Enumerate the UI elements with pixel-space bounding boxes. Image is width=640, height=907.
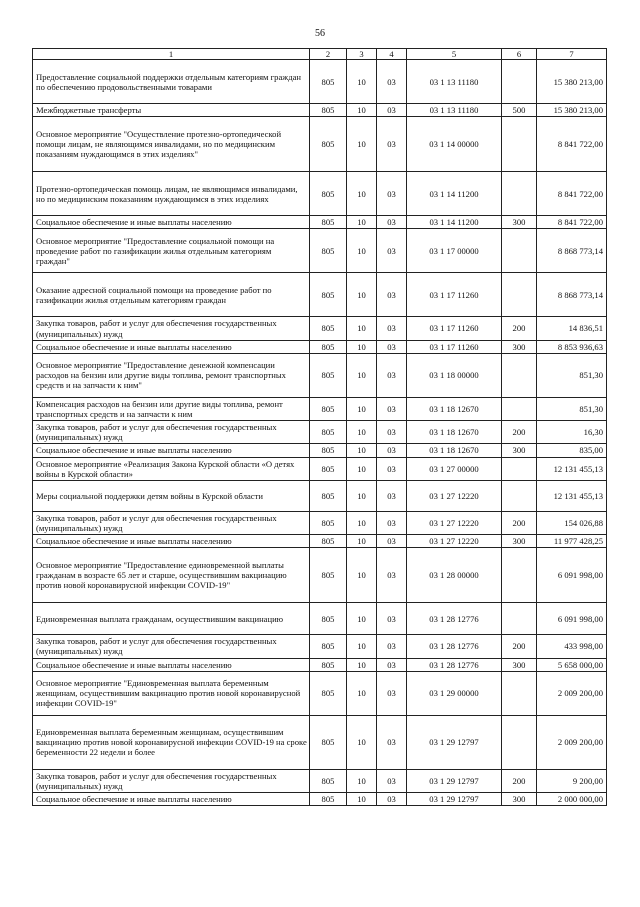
row-name: Закупка товаров, работ и услуг для обеспечения государственных (муниципальных) нужд (33, 635, 310, 658)
cell-2: 805 (310, 117, 347, 172)
row-name: Единовременная выплата беременным женщинам, осуществившим вакцинацию против новой коронавирусной инфекции COVID-19 на сроке беременности 22 недели и более (33, 715, 310, 769)
target-code: 03 1 14 11200 (407, 172, 502, 216)
cell-3: 10 (347, 60, 377, 104)
cell-3: 10 (347, 480, 377, 511)
expense-type: 200 (502, 511, 537, 534)
expense-type (502, 671, 537, 715)
table-row (33, 229, 607, 273)
column-header: 3 (347, 49, 377, 60)
table-row (33, 60, 607, 104)
cell-3: 10 (347, 117, 377, 172)
amount: 16,30 (537, 421, 607, 444)
cell-2: 805 (310, 635, 347, 658)
target-code: 03 1 13 11180 (407, 104, 502, 117)
target-code: 03 1 28 12776 (407, 635, 502, 658)
amount: 8 841 722,00 (537, 172, 607, 216)
cell-2: 805 (310, 671, 347, 715)
table-row (33, 769, 607, 792)
column-header: 4 (377, 49, 407, 60)
amount: 433 998,00 (537, 635, 607, 658)
row-name: Компенсация расходов на бензин или другие виды топлива, ремонт транспортных средств и на запчасти к ним (33, 397, 310, 420)
row-name: Основное мероприятие "Предоставление единовременной выплаты гражданам в возрасте 65 лет и старше, осуществившим вакцинацию против новой коронавирусной инфекции COVID-19" (33, 548, 310, 603)
table-row (33, 340, 607, 353)
amount: 14 836,51 (537, 317, 607, 340)
expense-type: 300 (502, 444, 537, 457)
cell-2: 805 (310, 511, 347, 534)
amount: 8 868 773,14 (537, 229, 607, 273)
cell-4: 03 (377, 769, 407, 792)
column-header: 6 (502, 49, 537, 60)
amount: 12 131 455,13 (537, 457, 607, 480)
column-header: 7 (537, 49, 607, 60)
table-row (33, 792, 607, 805)
cell-4: 03 (377, 397, 407, 420)
expense-type: 300 (502, 658, 537, 671)
cell-2: 805 (310, 273, 347, 317)
target-code: 03 1 17 11260 (407, 317, 502, 340)
target-code: 03 1 18 12670 (407, 397, 502, 420)
target-code: 03 1 14 00000 (407, 117, 502, 172)
amount: 2 000 000,00 (537, 792, 607, 805)
expense-type (502, 603, 537, 635)
table-row (33, 548, 607, 603)
cell-4: 03 (377, 117, 407, 172)
cell-3: 10 (347, 603, 377, 635)
target-code: 03 1 17 00000 (407, 229, 502, 273)
cell-4: 03 (377, 511, 407, 534)
table-row (33, 117, 607, 172)
expense-type (502, 457, 537, 480)
table-row (33, 635, 607, 658)
expense-type: 200 (502, 317, 537, 340)
cell-2: 805 (310, 60, 347, 104)
cell-2: 805 (310, 340, 347, 353)
row-name: Социальное обеспечение и иные выплаты населению (33, 340, 310, 353)
table-row (33, 421, 607, 444)
target-code: 03 1 18 12670 (407, 444, 502, 457)
cell-4: 03 (377, 229, 407, 273)
row-name: Основное мероприятие "Предоставление денежной компенсации расходов на бензин или другие виды топлива, ремонт транспортных средств и на запчасти к ним" (33, 353, 310, 397)
expense-type (502, 229, 537, 273)
table-row (33, 397, 607, 420)
table-row (33, 511, 607, 534)
table-row (33, 104, 607, 117)
target-code: 03 1 17 11260 (407, 273, 502, 317)
cell-4: 03 (377, 172, 407, 216)
cell-3: 10 (347, 229, 377, 273)
target-code: 03 1 27 12220 (407, 480, 502, 511)
cell-2: 805 (310, 535, 347, 548)
cell-3: 10 (347, 548, 377, 603)
target-code: 03 1 29 12797 (407, 769, 502, 792)
table-row (33, 172, 607, 216)
row-name: Закупка товаров, работ и услуг для обеспечения государственных (муниципальных) нужд (33, 317, 310, 340)
cell-4: 03 (377, 603, 407, 635)
expense-type: 300 (502, 792, 537, 805)
row-name: Социальное обеспечение и иные выплаты населению (33, 444, 310, 457)
table-row (33, 658, 607, 671)
cell-4: 03 (377, 353, 407, 397)
cell-2: 805 (310, 658, 347, 671)
amount: 12 131 455,13 (537, 480, 607, 511)
target-code: 03 1 18 12670 (407, 421, 502, 444)
cell-4: 03 (377, 715, 407, 769)
amount: 8 841 722,00 (537, 216, 607, 229)
expense-type: 300 (502, 535, 537, 548)
cell-3: 10 (347, 421, 377, 444)
amount: 6 091 998,00 (537, 548, 607, 603)
amount: 15 380 213,00 (537, 60, 607, 104)
cell-3: 10 (347, 216, 377, 229)
budget-table (32, 48, 607, 806)
cell-2: 805 (310, 792, 347, 805)
cell-2: 805 (310, 548, 347, 603)
cell-2: 805 (310, 444, 347, 457)
cell-2: 805 (310, 216, 347, 229)
table-row (33, 216, 607, 229)
cell-2: 805 (310, 353, 347, 397)
amount: 9 200,00 (537, 769, 607, 792)
row-name: Основное мероприятие "Единовременная выплата беременным женщинам, осуществившим вакцинацию против новой коронавирусной инфекции COVID-19" (33, 671, 310, 715)
expense-type: 200 (502, 421, 537, 444)
cell-3: 10 (347, 792, 377, 805)
cell-3: 10 (347, 317, 377, 340)
expense-type (502, 715, 537, 769)
table-row (33, 671, 607, 715)
row-name: Основное мероприятие "Осуществление протезно-ортопедической помощи лицам, не являющимся инвалидами, но по медицинским показаниям нуждающимся в этих изделиях" (33, 117, 310, 172)
table-row (33, 603, 607, 635)
cell-2: 805 (310, 421, 347, 444)
cell-3: 10 (347, 397, 377, 420)
cell-3: 10 (347, 273, 377, 317)
column-header: 5 (407, 49, 502, 60)
expense-type: 500 (502, 104, 537, 117)
row-name: Предоставление социальной поддержки отдельным категориям граждан по обеспечению продовольственными товарами (33, 60, 310, 104)
target-code: 03 1 29 12797 (407, 792, 502, 805)
amount: 15 380 213,00 (537, 104, 607, 117)
row-name: Социальное обеспечение и иные выплаты населению (33, 658, 310, 671)
expense-type (502, 273, 537, 317)
page-number: 56 (315, 28, 325, 39)
target-code: 03 1 27 00000 (407, 457, 502, 480)
row-name: Социальное обеспечение и иные выплаты населению (33, 535, 310, 548)
cell-3: 10 (347, 172, 377, 216)
cell-4: 03 (377, 635, 407, 658)
table-row (33, 535, 607, 548)
table-row (33, 353, 607, 397)
row-name: Межбюджетные трансферты (33, 104, 310, 117)
amount: 8 868 773,14 (537, 273, 607, 317)
row-name: Закупка товаров, работ и услуг для обеспечения государственных (муниципальных) нужд (33, 511, 310, 534)
expense-type (502, 548, 537, 603)
target-code: 03 1 13 11180 (407, 60, 502, 104)
cell-2: 805 (310, 172, 347, 216)
expense-type (502, 60, 537, 104)
column-header: 2 (310, 49, 347, 60)
expense-type: 300 (502, 216, 537, 229)
table-row (33, 444, 607, 457)
cell-4: 03 (377, 671, 407, 715)
cell-2: 805 (310, 397, 347, 420)
target-code: 03 1 28 12776 (407, 603, 502, 635)
cell-2: 805 (310, 769, 347, 792)
cell-2: 805 (310, 715, 347, 769)
row-name: Основное мероприятие «Реализация Закона Курской области «О детях войны в Курской области» (33, 457, 310, 480)
table-row (33, 457, 607, 480)
cell-3: 10 (347, 353, 377, 397)
cell-3: 10 (347, 671, 377, 715)
cell-4: 03 (377, 317, 407, 340)
cell-4: 03 (377, 548, 407, 603)
row-name: Единовременная выплата гражданам, осуществившим вакцинацию (33, 603, 310, 635)
cell-4: 03 (377, 792, 407, 805)
cell-3: 10 (347, 715, 377, 769)
row-name: Оказание адресной социальной помощи на проведение работ по газификации жилья отдельным категориям граждан (33, 273, 310, 317)
target-code: 03 1 29 00000 (407, 671, 502, 715)
cell-3: 10 (347, 340, 377, 353)
amount: 154 026,88 (537, 511, 607, 534)
expense-type: 200 (502, 635, 537, 658)
cell-4: 03 (377, 60, 407, 104)
expense-type (502, 117, 537, 172)
row-name: Закупка товаров, работ и услуг для обеспечения государственных (муниципальных) нужд (33, 769, 310, 792)
amount: 11 977 428,25 (537, 535, 607, 548)
row-name: Основное мероприятие "Предоставление социальной помощи на проведение работ по газификации жилья отдельным категориям граждан" (33, 229, 310, 273)
amount: 2 009 200,00 (537, 671, 607, 715)
table-row (33, 317, 607, 340)
expense-type (502, 353, 537, 397)
row-name: Меры социальной поддержки детям войны в Курской области (33, 480, 310, 511)
amount: 8 841 722,00 (537, 117, 607, 172)
cell-3: 10 (347, 658, 377, 671)
column-header: 1 (33, 49, 310, 60)
table-row (33, 715, 607, 769)
target-code: 03 1 27 12220 (407, 535, 502, 548)
amount: 835,00 (537, 444, 607, 457)
amount: 6 091 998,00 (537, 603, 607, 635)
cell-4: 03 (377, 535, 407, 548)
cell-4: 03 (377, 444, 407, 457)
row-name: Социальное обеспечение и иные выплаты населению (33, 792, 310, 805)
cell-3: 10 (347, 769, 377, 792)
target-code: 03 1 29 12797 (407, 715, 502, 769)
cell-2: 805 (310, 480, 347, 511)
cell-4: 03 (377, 480, 407, 511)
row-name: Протезно-ортопедическая помощь лицам, не являющимся инвалидами, но по медицинским показаниям нуждающимся в этих изделиях (33, 172, 310, 216)
table-row (33, 273, 607, 317)
cell-4: 03 (377, 457, 407, 480)
cell-4: 03 (377, 216, 407, 229)
cell-2: 805 (310, 603, 347, 635)
row-name: Социальное обеспечение и иные выплаты населению (33, 216, 310, 229)
amount: 851,30 (537, 353, 607, 397)
cell-3: 10 (347, 635, 377, 658)
cell-4: 03 (377, 658, 407, 671)
cell-3: 10 (347, 444, 377, 457)
target-code: 03 1 17 11260 (407, 340, 502, 353)
amount: 8 853 936,63 (537, 340, 607, 353)
cell-2: 805 (310, 457, 347, 480)
cell-4: 03 (377, 421, 407, 444)
table-header-row (33, 49, 607, 60)
cell-2: 805 (310, 229, 347, 273)
amount: 5 658 000,00 (537, 658, 607, 671)
cell-4: 03 (377, 340, 407, 353)
amount: 851,30 (537, 397, 607, 420)
target-code: 03 1 14 11200 (407, 216, 502, 229)
expense-type (502, 397, 537, 420)
target-code: 03 1 27 12220 (407, 511, 502, 534)
cell-3: 10 (347, 511, 377, 534)
expense-type (502, 480, 537, 511)
expense-type: 200 (502, 769, 537, 792)
target-code: 03 1 18 00000 (407, 353, 502, 397)
expense-type: 300 (502, 340, 537, 353)
cell-4: 03 (377, 273, 407, 317)
expense-type (502, 172, 537, 216)
cell-3: 10 (347, 457, 377, 480)
row-name: Закупка товаров, работ и услуг для обеспечения государственных (муниципальных) нужд (33, 421, 310, 444)
target-code: 03 1 28 00000 (407, 548, 502, 603)
cell-2: 805 (310, 317, 347, 340)
amount: 2 009 200,00 (537, 715, 607, 769)
table-row (33, 480, 607, 511)
cell-3: 10 (347, 104, 377, 117)
cell-3: 10 (347, 535, 377, 548)
cell-2: 805 (310, 104, 347, 117)
cell-4: 03 (377, 104, 407, 117)
target-code: 03 1 28 12776 (407, 658, 502, 671)
